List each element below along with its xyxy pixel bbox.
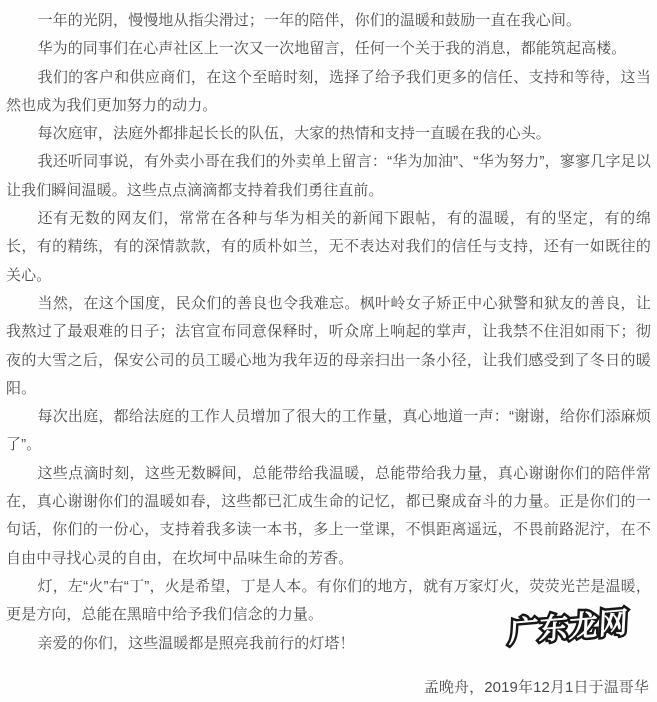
paragraph: 我们的客户和供应商们，在这个至暗时刻，选择了给予我们更多的信任、支持和等待，这当然也成为我们更加努力的动力。 [6, 68, 651, 114]
paragraph: 还有无数的网友们，常常在各种与华为相关的新闻下跟帖，有的温暖，有的坚定，有的绵长，有的精练，有的深情款款，有的质朴如兰，无不表达对我们的信任与支持，还有一如既往的关心。 [6, 210, 651, 284]
signature: 孟晚舟，2019年12月1日于温哥华 [423, 678, 649, 696]
paragraph: 一年的光阴，慢慢地从指尖滑过；一年的陪伴，你们的温暖和鼓励一直在我心间。 [37, 12, 582, 29]
paragraph: 灯，左“火”右“丁”，火是希望，丁是人本。有你们的地方，就有万家灯火，荧荧光芒是温暖，更是方向，总能在黑暗中给予我们信念的力量。 [6, 577, 651, 624]
paragraph: 亲爱的你们，这些温暖都是照亮我前行的灯塔！ [37, 634, 355, 652]
paragraph: 当然，在这个国度，民众们的善良也令我难忘。枫叶岭女子矫正中心狱警和狱友的善良，让我熬过了最艰难的日子；法官宣布同意保释时，听众席上响起的掌声，让我禁不住泪如雨下；彻夜的大雪之后，保安公司的员工暖心地为我年迈的母亲扫出一条小径，让我们感受到了冬日的暖阳。 [6, 294, 651, 397]
paragraph: 每次庭审，法庭外都排起长长的队伍，大家的热情和支持一直暖在我的心头。 [37, 125, 551, 143]
paragraph: 我还听同事说，有外卖小哥在我们的外卖单上留言：“华为加油”、“华为努力”，寥寥几字足以让我们瞬间温暖。这些点点滴滴都支持着我们勇往直前。 [6, 153, 651, 199]
paragraph: 每次出庭，都给法庭的工作人员增加了很大的工作量，真心地道一声：“谢谢，给你们添麻烦了”。 [6, 408, 651, 454]
paragraph: 这些点滴时刻，这些无数瞬间，总能带给我温暖，总能带给我力量，真心谢谢你们的陪伴常在，真心谢谢你们的温暖如春，这些都已汇成生命的记忆，都已聚成奋斗的力量。正是你们的一句话，你们的一份心，支持着我多读一本书，多上一堂课，不惧距离遥远，不畏前路泥泞，在不自由中寻找心灵的自由，在坎坷中品味生命的芳香。 [6, 464, 651, 567]
paragraph: 华为的同事们在心声社区上一次又一次地留言，任何一个关于我的消息，都能筑起高楼。 [37, 40, 627, 58]
watermark-logo: 广东龙网 [508, 606, 630, 650]
